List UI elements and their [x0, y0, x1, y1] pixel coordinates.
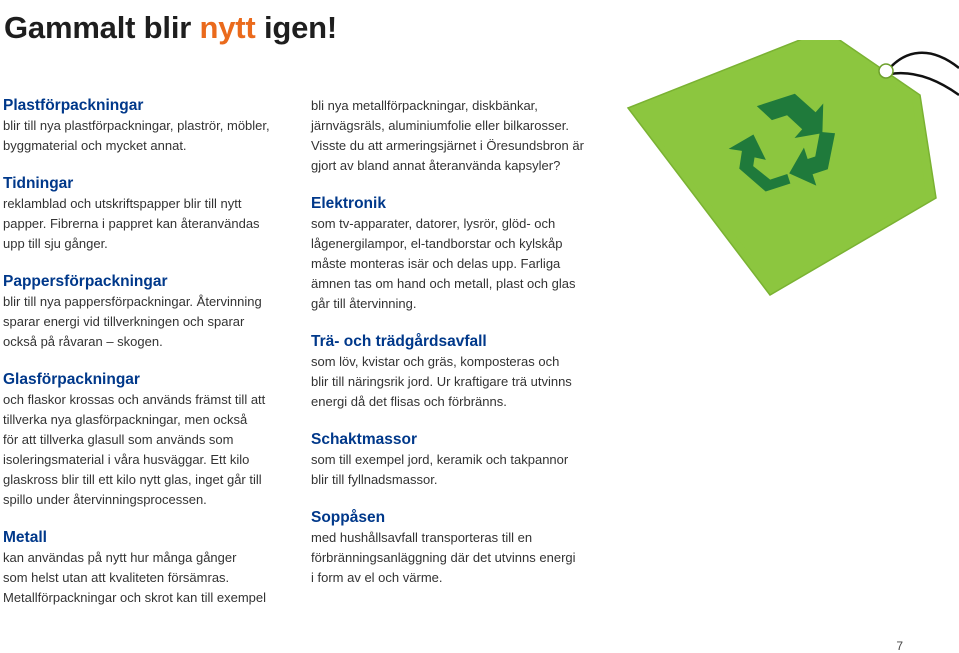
- section-line: måste monteras isär och delas upp. Farliga: [311, 256, 561, 271]
- section-line: isoleringsmaterial i våra husväggar. Ett kilo: [3, 452, 250, 467]
- section-line: blir till nya pappersförpackningar. Återvinning: [3, 294, 262, 309]
- section-line: tillverka nya glasförpackningar, men också: [3, 412, 248, 427]
- section-heading: Plastförpackningar: [3, 97, 144, 114]
- section-soppasen: [311, 508, 611, 588]
- section-heading: Elektronik: [311, 195, 386, 212]
- title-accent: nytt: [199, 10, 256, 45]
- section-line: glaskross blir till ett kilo nytt glas, inget går till: [3, 472, 262, 487]
- recycle-tag-icon: [620, 40, 959, 310]
- section-line: Visste du att armeringsjärnet i Öresundsbron är: [311, 138, 584, 153]
- section-line: och flaskor krossas och används främst till att: [3, 392, 266, 407]
- section-line: energi då det flisas och förbränns.: [311, 394, 507, 409]
- section-line: med hushållsavfall transporteras till en: [311, 530, 533, 545]
- section-glas: [3, 370, 298, 510]
- section-plast: [3, 96, 298, 156]
- section-line: som helst utan att kvaliteten försämras.: [3, 570, 230, 585]
- section-metall: [3, 528, 298, 608]
- section-heading: Trä- och trädgårdsavfall: [311, 333, 487, 350]
- section-line: som löv, kvistar och gräs, komposteras och: [311, 354, 560, 369]
- title-part1: Gammalt blir: [4, 10, 200, 45]
- section-line: sparar energi vid tillverkningen och sparar: [3, 314, 245, 329]
- section-line: blir till näringsrik jord. Ur kraftigare trä utvinns: [311, 374, 572, 389]
- section-line: papper. Fibrerna i pappret kan återanvändas: [3, 216, 260, 231]
- section-tradgard: [311, 332, 611, 412]
- section-line: i form av el och värme.: [311, 570, 443, 585]
- section-line: blir till nya plastförpackningar, plaströr, möbler,: [3, 118, 270, 133]
- section-tidningar: [3, 174, 298, 254]
- section-line: blir till fyllnadsmassor.: [311, 472, 438, 487]
- section-line: spillo under återvinningsprocessen.: [3, 492, 207, 507]
- section-heading: Tidningar: [3, 175, 74, 192]
- title-part2: igen!: [255, 10, 338, 45]
- left-column: [3, 96, 298, 608]
- middle-column: [311, 96, 611, 588]
- section-line: järnvägsräls, aluminiumfolie eller bilkarosser.: [311, 118, 569, 133]
- section-heading: Schaktmassor: [311, 431, 417, 448]
- section-heading: Soppåsen: [311, 509, 386, 526]
- section-schaktmassor: [311, 430, 611, 490]
- section-line: som tv-apparater, datorer, lysrör, glöd- och: [311, 216, 556, 231]
- section-heading: Metall: [3, 529, 47, 546]
- section-line: Metallförpackningar och skrot kan till exempel: [3, 590, 267, 605]
- section-line: ämnen tas om hand och metall, plast och glas: [311, 276, 576, 291]
- section-metall-continued: [311, 96, 611, 176]
- section-heading: Pappersförpackningar: [3, 273, 168, 290]
- section-line: upp till sju gånger.: [3, 236, 108, 251]
- page-number: 7: [896, 639, 903, 653]
- section-line: kan användas på nytt hur många gånger: [3, 550, 237, 565]
- section-heading: Glasförpackningar: [3, 371, 140, 388]
- section-line: för att tillverka glasull som används som: [3, 432, 234, 447]
- section-line: som till exempel jord, keramik och takpannor: [311, 452, 569, 467]
- section-line: går till återvinning.: [311, 296, 417, 311]
- section-line: lågenergilampor, el-tandborstar och kylskåp: [311, 236, 563, 251]
- page-title: [4, 10, 337, 46]
- section-line: bli nya metallförpackningar, diskbänkar,: [311, 98, 538, 113]
- section-papper: [3, 272, 298, 352]
- section-line: förbränningsanläggning där det utvinns energi: [311, 550, 576, 565]
- section-line: reklamblad och utskriftspapper blir till nytt: [3, 196, 242, 211]
- section-line: gjort av bland annat återanvända kapsyler?: [311, 158, 561, 173]
- section-line: också på råvaran – skogen.: [3, 334, 163, 349]
- section-line: byggmaterial och mycket annat.: [3, 138, 187, 153]
- section-elektronik: [311, 194, 611, 314]
